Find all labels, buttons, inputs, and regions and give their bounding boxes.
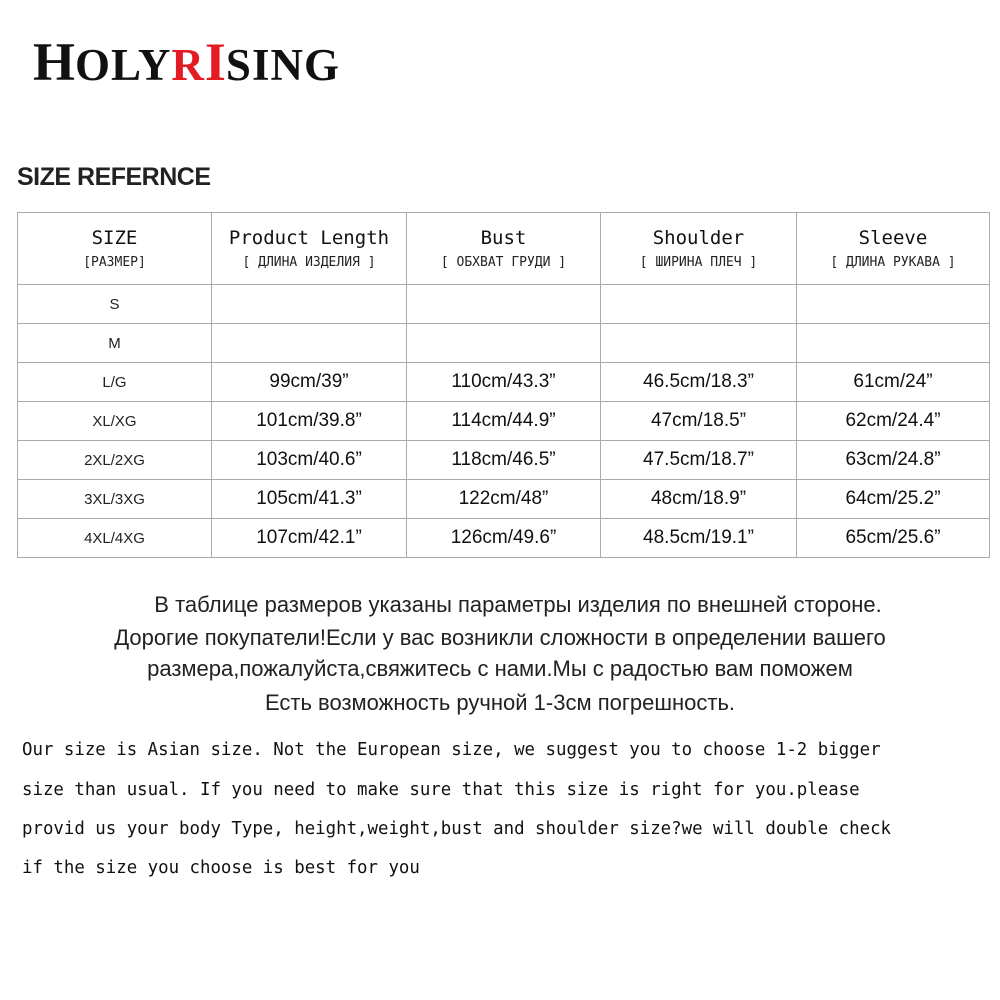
shoulder-cell: 47cm/18.5”	[601, 402, 797, 441]
shoulder-cell: 48.5cm/19.1”	[601, 519, 797, 558]
header-shoulder	[601, 213, 797, 285]
sleeve-cell: 61cm/24”	[797, 363, 990, 402]
header-size-en: SIZE	[91, 227, 138, 249]
table-header-row	[18, 213, 990, 285]
russian-note-line: Дорогие покупатели!Если у вас возникли сложности в определении вашего	[114, 625, 886, 650]
header-length-en: Product Length	[228, 227, 390, 249]
sleeve-cell: 64cm/25.2”	[797, 480, 990, 519]
logo-letter-i: I	[204, 32, 226, 92]
length-cell: 101cm/39.8”	[212, 402, 407, 441]
size-cell: M	[18, 324, 212, 363]
table-row	[18, 441, 990, 480]
bust-cell: 114cm/44.9”	[407, 402, 601, 441]
header-size-ru: [РАЗМЕР]	[83, 255, 146, 270]
shoulder-cell	[601, 324, 797, 363]
section-title: SIZE REFERNCE	[17, 163, 211, 191]
sleeve-cell	[797, 285, 990, 324]
shoulder-cell: 46.5cm/18.3”	[601, 363, 797, 402]
header-length-ru: [ ДЛИНА ИЗДЕЛИЯ ]	[242, 255, 376, 270]
logo-letters-sing: SING	[225, 40, 340, 90]
table-row	[18, 402, 990, 441]
size-table	[17, 212, 990, 558]
russian-note-line: Есть возможность ручной 1-3см погрешность.	[264, 690, 736, 715]
shoulder-cell	[601, 285, 797, 324]
header-bust-en: Bust	[480, 227, 527, 249]
size-cell: 3XL/3XG	[18, 480, 212, 519]
header-sleeve	[797, 213, 990, 285]
length-cell: 107cm/42.1”	[212, 519, 407, 558]
sleeve-cell	[797, 324, 990, 363]
sleeve-cell: 63cm/24.8”	[797, 441, 990, 480]
brand-logo	[33, 34, 340, 90]
table-row	[18, 480, 990, 519]
shoulder-cell: 48cm/18.9”	[601, 480, 797, 519]
english-note-line: provid us your body Type, height,weight,bust and shoulder size?we will double check	[22, 819, 892, 839]
bust-cell	[407, 324, 601, 363]
english-note-line: size than usual. If you need to make sure that this size is right for you.please	[22, 780, 860, 800]
bust-cell	[407, 285, 601, 324]
length-cell	[212, 324, 407, 363]
size-cell: XL/XG	[18, 402, 212, 441]
header-bust	[407, 213, 601, 285]
bust-cell: 110cm/43.3”	[407, 363, 601, 402]
sleeve-cell: 62cm/24.4”	[797, 402, 990, 441]
header-shoulder-en: Shoulder	[652, 227, 745, 249]
table-row	[18, 519, 990, 558]
shoulder-cell: 47.5cm/18.7”	[601, 441, 797, 480]
logo-letter-h: H	[33, 32, 76, 92]
table-row	[18, 285, 990, 324]
length-cell: 99cm/39”	[212, 363, 407, 402]
header-bust-ru: [ ОБХВАТ ГРУДИ ]	[440, 255, 567, 270]
table-row	[18, 324, 990, 363]
logo-letter-r: R	[171, 40, 205, 90]
russian-note-line: В таблице размеров указаны параметры изделия по внешней стороне.	[154, 592, 882, 617]
header-size	[18, 213, 212, 285]
russian-note-line: размера,пожалуйста,свяжитесь с нами.Мы с радостью вам поможем	[147, 656, 853, 681]
english-note-line: Our size is Asian size. Not the European size, we suggest you to choose 1-2 bigger	[22, 740, 881, 760]
size-cell: 2XL/2XG	[18, 441, 212, 480]
bust-cell: 118cm/46.5”	[407, 441, 601, 480]
length-cell	[212, 285, 407, 324]
english-note-line: if the size you choose is best for you	[22, 858, 420, 878]
size-cell: 4XL/4XG	[18, 519, 212, 558]
length-cell: 105cm/41.3”	[212, 480, 407, 519]
table-row	[18, 363, 990, 402]
logo-letters-oly: OLY	[75, 40, 172, 90]
bust-cell: 126cm/49.6”	[407, 519, 601, 558]
bust-cell: 122cm/48”	[407, 480, 601, 519]
header-sleeve-en: Sleeve	[858, 227, 928, 249]
header-sleeve-ru: [ ДЛИНА РУКАВА ]	[830, 255, 956, 270]
length-cell: 103cm/40.6”	[212, 441, 407, 480]
size-cell: L/G	[18, 363, 212, 402]
header-shoulder-ru: [ ШИРИНА ПЛЕЧ ]	[639, 255, 758, 270]
header-length	[212, 213, 407, 285]
size-cell: S	[18, 285, 212, 324]
sleeve-cell: 65cm/25.6”	[797, 519, 990, 558]
